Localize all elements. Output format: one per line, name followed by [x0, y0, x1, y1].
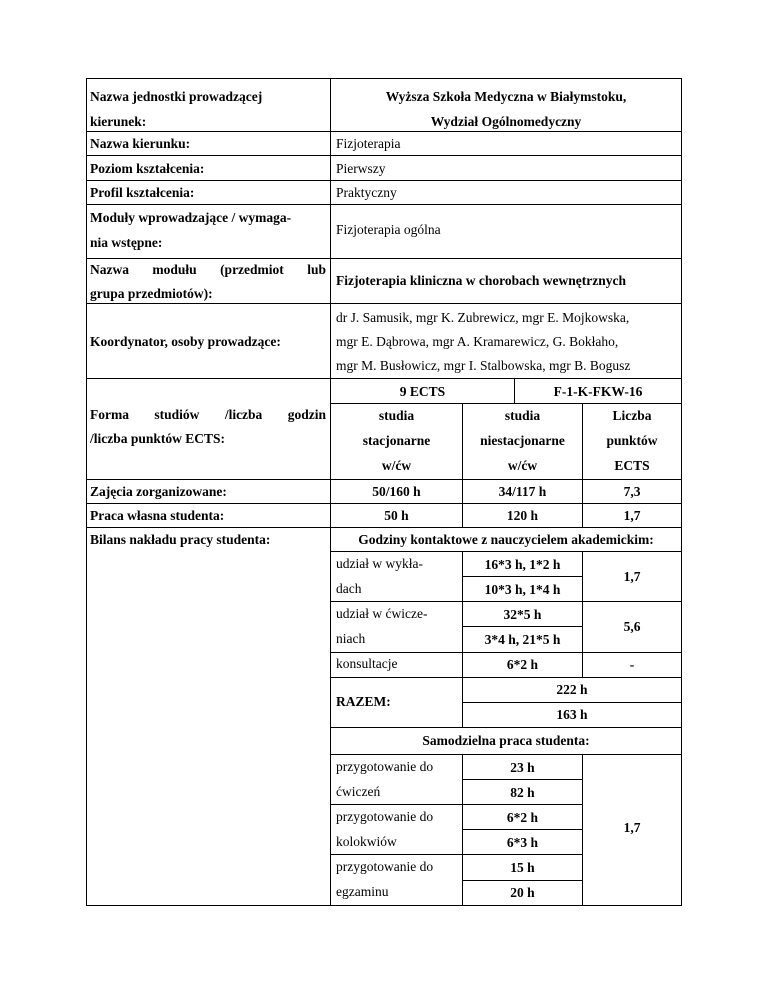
coordinator-line: mgr M. Busłowicz, mgr I. Stalbowska, mgr B. Bogusz [336, 358, 631, 373]
ects-total: 9 ECTS [399, 384, 446, 399]
self-work-value: 20 h [510, 885, 535, 900]
self-work-label: przygotowanie do [336, 759, 434, 774]
own-work-full-time: 50 h [384, 508, 409, 523]
module-name-value: Fizjoterapia kliniczna w chorobach wewnętrznych [336, 273, 626, 288]
self-work-value: 15 h [510, 860, 535, 875]
self-work-label: ćwiczeń [336, 784, 381, 799]
own-work-label: Praca własna studenta: [90, 508, 225, 523]
col-ects-header: ECTS [614, 458, 650, 473]
modules-label-line2: nia wstępne: [90, 235, 163, 250]
classes-ects: 7,3 [623, 484, 641, 499]
self-work-value: 23 h [510, 760, 535, 775]
col-part-time-header: studia [504, 408, 541, 423]
unit-value-line1: Wyższa Szkoła Medyczna w Białymstoku, [385, 89, 627, 104]
coordinator-line: dr J. Samusik, mgr K. Zubrewicz, mgr E. Mojkowska, [336, 310, 630, 325]
exercises-ects: 5,6 [623, 619, 641, 634]
classes-full-time: 50/160 h [372, 484, 421, 499]
classes-part-time: 34/117 h [498, 484, 547, 499]
modules-label-line1: Moduły wprowadzające / wymaga- [90, 210, 292, 225]
form-label-line1: Forma studiów /liczba godzin [90, 407, 326, 422]
form-label-line2: /liczba punktów ECTS: [90, 431, 226, 446]
lectures-label: udział w wykła- [336, 556, 423, 571]
col-full-time-header: studia [378, 408, 415, 423]
module-code: F-1-K-FKW-16 [553, 384, 643, 399]
lectures-part-time: 10*3 h, 1*4 h [484, 582, 561, 597]
own-work-part-time: 120 h [506, 508, 539, 523]
total-full-time: 222 h [556, 682, 588, 697]
balance-label: Bilans nakładu pracy studenta: [90, 532, 271, 547]
coordinator-label: Koordynator, osoby prowadzące: [90, 334, 281, 349]
lectures-ects: 1,7 [623, 569, 641, 584]
lectures-label: dach [336, 581, 362, 596]
total-label: RAZEM: [336, 694, 391, 709]
col-full-time-header: stacjonarne [362, 433, 431, 448]
col-ects-header: Liczba [612, 408, 652, 423]
profile-value: Praktyczny [336, 185, 397, 200]
unit-value-line2: Wydział Ogólnomedyczny [430, 114, 582, 129]
exercises-label: udział w ćwicze- [336, 606, 428, 621]
self-work-ects: 1,7 [623, 820, 641, 835]
consultations-value: 6*2 h [506, 657, 539, 672]
self-work-header: Samodzielna praca studenta: [422, 733, 590, 748]
lectures-full-time: 16*3 h, 1*2 h [484, 557, 561, 572]
col-part-time-header: w/ćw [507, 458, 538, 473]
self-work-value: 6*3 h [506, 835, 539, 850]
self-work-label: kolokwiów [336, 834, 397, 849]
profile-label: Profil kształcenia: [90, 185, 195, 200]
consultations-ects: - [629, 657, 635, 672]
self-work-label: przygotowanie do [336, 859, 434, 874]
modules-value: Fizjoterapia ogólna [336, 222, 441, 237]
field-label: Nazwa kierunku: [90, 136, 191, 151]
col-full-time-header: w/ćw [381, 458, 412, 473]
contact-hours-header: Godziny kontaktowe z nauczycielem akademickim: [358, 532, 654, 547]
exercises-part-time: 3*4 h, 21*5 h [484, 632, 561, 647]
classes-label: Zajęcia zorganizowane: [90, 484, 227, 499]
module-name-label-line1: Nazwa modułu (przedmiot lub [90, 262, 326, 277]
col-ects-header: punktów [606, 433, 658, 448]
self-work-label: egzaminu [336, 884, 389, 899]
self-work-label: przygotowanie do [336, 809, 434, 824]
coordinator-line: mgr E. Dąbrowa, mgr A. Kramarewicz, G. Bokłaho, [336, 334, 619, 349]
self-work-value: 82 h [510, 785, 535, 800]
field-value: Fizjoterapia [336, 136, 401, 151]
self-work-value: 6*2 h [506, 810, 539, 825]
own-work-ects: 1,7 [623, 508, 641, 523]
exercises-full-time: 32*5 h [503, 607, 542, 622]
col-part-time-header: niestacjonarne [480, 433, 565, 448]
module-name-label-line2: grupa przedmiotów): [90, 286, 213, 301]
unit-label-line1: Nazwa jednostki prowadzącej [90, 89, 263, 104]
total-part-time: 163 h [556, 707, 588, 722]
level-value: Pierwszy [336, 161, 386, 176]
exercises-label: niach [336, 631, 366, 646]
consultations-label: konsultacje [336, 656, 398, 671]
unit-label-line2: kierunek: [90, 114, 147, 129]
level-label: Poziom kształcenia: [90, 161, 205, 176]
